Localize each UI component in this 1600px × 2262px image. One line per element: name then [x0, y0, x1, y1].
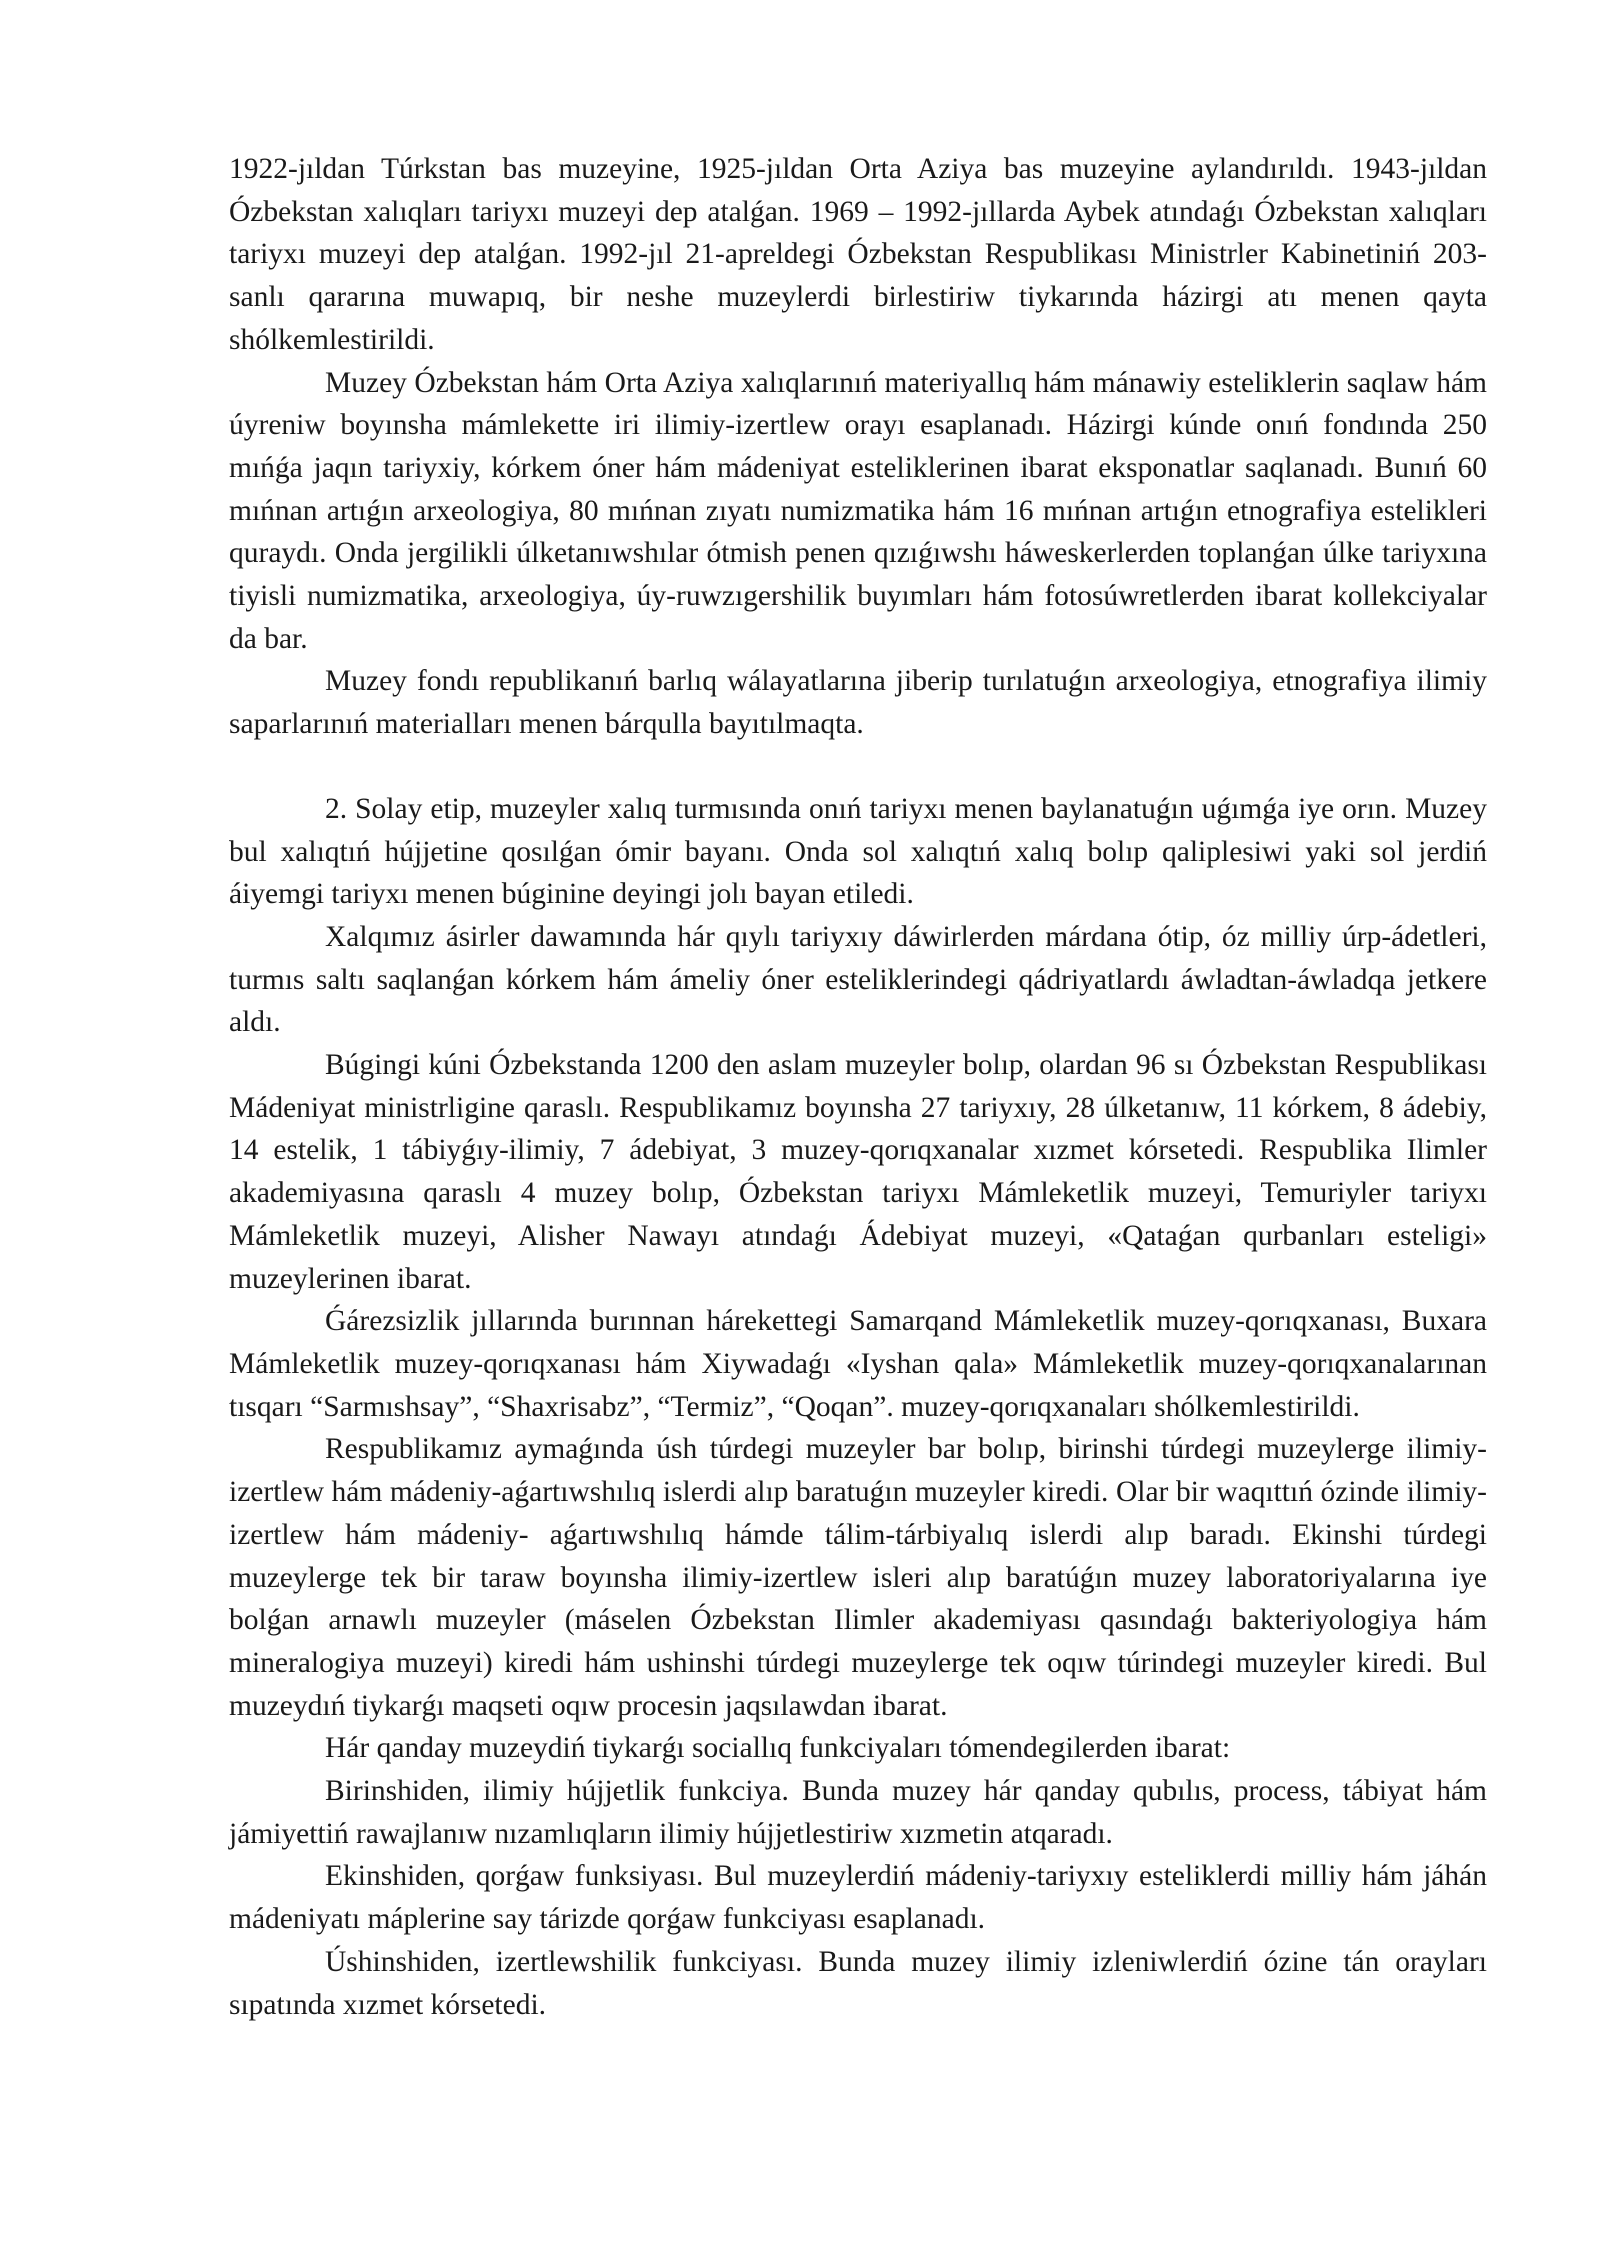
- paragraph-museum-fund: Muzey fondı republikanıń barlıq wálayatlarına jiberip turılatuǵın arxeologiya, etnografiya ilimiy saparlarınıń materialları menen bárqulla bayıtılmaqta.: [229, 665, 1487, 741]
- paragraph-museum-history: 1922-jıldan Túrkstan bas muzeyine, 1925-jıldan Orta Aziya bas muzeyine aylandırıldı. 1943-jıldan Ózbekstan xalıqları tariyxı muzeyi dep atalǵan. 1969 – 1992-jıllarda Aybek atındaǵı Ózbekstan xalıqları tariyxı muzeyi dep atalǵan. 1992-jıl 21-apreldegi Ózbekstan Respublikası Ministrler Kabinetiniń 203-sanlı qararına muwapıq, bir neshe muzeylerdi birlestiriw tiykarında házirgi atı menen qayta shólkemlestirildi.: [229, 153, 1487, 356]
- paragraph-museum-statistics: Búgingi kúni Ózbekstanda 1200 den aslam muzeyler bolıp, olardan 96 sı Ózbekstan Respublikası Mádeniyat ministrligine qaraslı. Respublikamız boyınsha 27 tariyxıy, 28 úlketanıw, 11 kórkem, 8 ádebiy, 14 estelik, 1 tábiyǵıy-ilimiy, 7 ádebiyat, 3 muzey-qorıqxanalar xızmet kórsetedi. Respublika Ilimler akademiyasına qaraslı 4 muzey bolıp, Ózbekstan tariyxı Mámleketlik muzeyi, Temuriyler tariyxı Mámleketlik muzeyi, Alisher Nawayı atındaǵı Ádebiyat muzeyi, «Qataǵan qurbanları esteligi» muzeylerinen ibarat.: [229, 1049, 1487, 1295]
- document-body: [229, 148, 1487, 2026]
- paragraph-section-2-intro: 2. Solay etip, muzeyler xalıq turmısında onıń tariyxı menen baylanatuǵın uǵımǵa iye orın. Muzey bul xalıqtıń hújjetine qosılǵan ómir bayanı. Onda sol xalıqtıń xalıq bolıp qaliplesiwi yaki sol jerdiń áiyemgi tariyxı menen búginine deyingi jolı bayan etiledi.: [229, 792, 1487, 911]
- paragraph-function-protection: Ekinshiden, qorǵaw funksiyası. Bul muzeylerdiń mádeniy-tariyxıy esteliklerdi milliy hám jáhán mádeniyatı máplerine say tárizde qorǵaw funkciyası esaplanadı.: [229, 1860, 1487, 1936]
- paragraph-museum-collections: Muzey Ózbekstan hám Orta Aziya xalıqlarınıń materiyallıq hám mánawiy esteliklerin saqlaw hám úyreniw boyınsha mámlekette iri ilimiy-izertlew orayı esaplanadı. Házirgi kúnde onıń fondında 250 mıńǵa jaqın tariyxiy, kórkem óner hám mádeniyat esteliklerinen ibarat eksponatlar saqlanadı. Bunıń 60 mıńnan artıǵın arxeologiya, 80 mıńnan zıyatı numizmatika hám 16 mıńnan artıǵın etnografiya estelikleri quraydı. Onda jergilikli úlketanıwshılar ótmish penen qızıǵıwshı háweskerlerden toplanǵan úlke tariyxına tiyisli numizmatika, arxeologiya, úy-ruwzıgershilik buyımları hám fotosúwretlerden ibarat kollekciyalar da bar.: [229, 366, 1487, 655]
- paragraph-social-functions-intro: Hár qanday muzeydiń tiykarǵı sociallıq funkciyaları tómendegilerden ibarat:: [325, 1732, 1231, 1765]
- paragraph-heritage: Xalqımız ásirler dawamında hár qıylı tariyxıy dáwirlerden márdana ótip, óz milliy úrp-ádetleri, turmıs saltı saqlanǵan kórkem hám ámeliy óner esteliklerindegi qádriyatlardı áwladtan-áwladqa jetkere aldı.: [229, 920, 1487, 1039]
- paragraph-museum-types: Respublikamız aymaǵında úsh túrdegi muzeyler bar bolıp, birinshi túrdegi muzeylerge ilimiy-izertlew hám mádeniy-aǵartıwshılıq islerdi alıp baratuǵın muzeyler kiredi. Olar bir waqıttıń ózinde ilimiy-izertlew hám mádeniy- aǵartıwshılıq hámde tálim-tárbiyalıq islerdi alıp baradı. Ekinshi túrdegi muzeylerge tek bir taraw boyınsha ilimiy-izertlew isleri alıp baratúǵın muzey laboratoriyalarına iye bolǵan arnawlı muzeyler (máselen Ózbekstan Ilimler akademiyası qasındaǵı bakteriyologiya hám mineralogiya muzeyi) kiredi hám ushinshi túrdegi muzeylerge tek oqıw túrindegi muzeyler kiredi. Bul muzeydıń tiykarǵı maqseti oqıw procesin jaqsılawdan ibarat.: [229, 1433, 1487, 1722]
- paragraph-function-documentation: Birinshiden, ilimiy hújjetlik funkciya. Bunda muzey hár qanday qubılıs, process, tábiyat hám jámiyettiń rawajlanıw nızamlıqların ilimiy hújjetlestiriw xızmetin atqaradı.: [229, 1775, 1487, 1850]
- paragraph-museum-reserves: Ǵárezsizlik jıllarında burınnan hárekettegi Samarqand Mámleketlik muzey-qorıqxanası, Buxara Mámleketlik muzey-qorıqxanası hám Xiywadaǵı «Iyshan qala» Mámleketlik muzey-qorıqxanalarınan tısqarı “Sarmıshsay”, “Shaxrisabz”, “Termiz”, “Qoqan”. muzey-qorıqxanaları shólkemlestirildi.: [229, 1305, 1487, 1423]
- paragraph-function-research: Úshinshiden, izertlewshilik funkciyası. Bunda muzey ilimiy izleniwlerdiń ózine tán orayları sıpatında xızmet kórsetedi.: [229, 1945, 1487, 2021]
